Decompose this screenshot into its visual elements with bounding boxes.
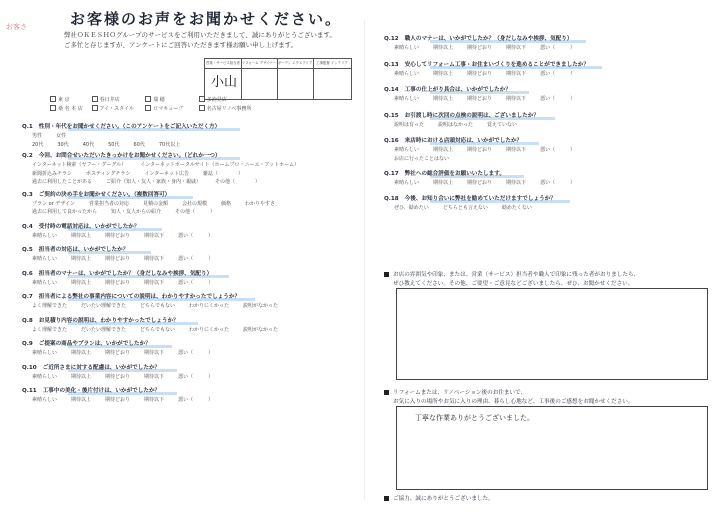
answer-option[interactable]: 悪い（ ） bbox=[178, 350, 214, 356]
answer-option[interactable]: 期待どおり bbox=[467, 180, 493, 186]
question-q1 bbox=[22, 122, 220, 130]
shop-row-2: 桑 名 本 店 アイ・スタイル ロマキューブ 名古屋リノベ事務所 bbox=[50, 105, 259, 112]
question-q18 bbox=[384, 194, 556, 202]
box2-prompt-2: お気に入りの場所やお気に入りの理由、暮らし心地など、工事後のご感想をお聞かせください。 bbox=[393, 399, 634, 405]
checkbox-icon[interactable] bbox=[50, 105, 56, 111]
question-number: Q.4 bbox=[22, 223, 33, 230]
answer-option[interactable]: 素晴らしい bbox=[32, 279, 58, 286]
answer-option[interactable]: 素晴らしい bbox=[394, 147, 420, 153]
answer-option[interactable]: その他（ ） bbox=[215, 179, 261, 185]
staff-header-sales: 営業・サービス担当者 bbox=[206, 61, 240, 65]
answer-option[interactable]: 期待以上 bbox=[433, 70, 454, 77]
question-text: 今後、お知り合いに弊社を勧めていただけますでしょうか？ bbox=[404, 195, 556, 202]
answer-option[interactable]: 40代 bbox=[82, 141, 95, 148]
answer-option[interactable]: 期待どおり bbox=[467, 45, 493, 51]
answer-option[interactable]: 説明はなかった bbox=[438, 121, 474, 128]
answer-option[interactable]: 20代 bbox=[32, 141, 44, 148]
option-row bbox=[32, 255, 227, 262]
answer-option[interactable]: 期待以上 bbox=[433, 45, 454, 51]
question-q17 bbox=[384, 169, 505, 177]
option-row bbox=[32, 200, 289, 207]
option-row bbox=[32, 232, 227, 239]
answer-option[interactable]: 期待どおり bbox=[467, 96, 493, 102]
option-row bbox=[394, 95, 589, 102]
answer-option[interactable]: 悪い（ ） bbox=[178, 256, 214, 262]
question-number: Q.12 bbox=[384, 36, 399, 42]
question-q5 bbox=[22, 245, 128, 253]
question-number: Q.6 bbox=[22, 270, 33, 277]
answer-option[interactable]: 素晴らしい bbox=[32, 256, 58, 262]
answer-option[interactable]: 期待どおり bbox=[467, 147, 493, 153]
question-text: ご提案の商品やプランは、いかがでしたか？ bbox=[38, 341, 151, 347]
shop-row-1: 東 京 春日井店 瑞 穂 多治見店 bbox=[50, 96, 259, 103]
answer-option[interactable]: 素晴らしい bbox=[32, 373, 58, 380]
answer-option[interactable]: 期待以上 bbox=[71, 256, 92, 262]
question-number: Q.15 bbox=[384, 112, 399, 119]
question-q2 bbox=[22, 151, 221, 159]
answer-option[interactable]: 素晴らしい bbox=[394, 96, 420, 102]
answer-option[interactable]: 期待以上 bbox=[71, 279, 92, 286]
question-text: ご契約の決め手をお聞かせください。（複数回答可） bbox=[38, 191, 171, 198]
answer-option[interactable]: 期待以下 bbox=[144, 279, 165, 286]
answer-option[interactable]: 新聞折込みチラシ bbox=[32, 170, 73, 177]
question-q8 bbox=[22, 316, 179, 324]
staff-table bbox=[204, 58, 352, 100]
question-text: 担当者の対応は、いかがでしたか？ bbox=[38, 247, 129, 253]
answer-option[interactable]: 説明がなかった bbox=[243, 326, 279, 333]
answer-option[interactable]: 期待どおり bbox=[105, 256, 131, 262]
box1-prompt-2: ぜひ教えてください。その他、ご要望・ご意見などございましたら、ぜひ、お聞かせください。 bbox=[393, 281, 634, 287]
answer-option[interactable]: 70代以上 bbox=[158, 141, 181, 148]
question-q13 bbox=[384, 60, 589, 68]
option-row bbox=[32, 373, 227, 380]
staff-header-supervisor: 工事監督 インテリア bbox=[316, 61, 348, 65]
question-number: Q.9 bbox=[22, 341, 33, 347]
question-number: Q.2 bbox=[22, 153, 33, 159]
intro-line-1: 弊社ＯＫＥＳＨＯグループのサービスをご利用いただきまして、誠にありがとうございます。 bbox=[64, 31, 336, 39]
option-row bbox=[394, 179, 589, 186]
question-q16 bbox=[384, 136, 522, 144]
answer-option[interactable]: 営業担当者の対応 bbox=[88, 200, 129, 207]
answer-option[interactable]: 60代 bbox=[133, 141, 145, 148]
box2-prompt: リフォームまたは、リノベーション後のお住まいで、 bbox=[384, 388, 526, 396]
answer-option[interactable]: 悪い（ ） bbox=[178, 232, 214, 239]
answer-option[interactable]: 期待どおり bbox=[105, 232, 131, 239]
answer-option[interactable]: 雑誌（ ） bbox=[202, 170, 243, 177]
comment-box-1[interactable] bbox=[396, 288, 708, 380]
option-row bbox=[394, 146, 589, 153]
question-text: 工事の仕上がり具合は、いかがでしたか？ bbox=[404, 87, 511, 93]
answer-option[interactable]: よく理解できた bbox=[32, 303, 68, 309]
checkbox-icon[interactable] bbox=[145, 105, 151, 111]
checkbox-icon[interactable] bbox=[92, 105, 98, 111]
option-row bbox=[394, 204, 546, 211]
question-text: お引渡し時に次回の点検の説明は、ございましたか？ bbox=[404, 112, 539, 119]
answer-option[interactable]: 覚えていない bbox=[487, 121, 518, 128]
question-text: 安心してリフォーム工事・お住まいづくりを進めることができましたか？ bbox=[404, 61, 589, 68]
answer-option[interactable]: 期待以下 bbox=[506, 96, 527, 102]
question-number: Q.10 bbox=[22, 364, 37, 371]
answer-option[interactable]: 見積の金額 bbox=[142, 200, 168, 207]
answer-option[interactable]: 期待以下 bbox=[506, 45, 527, 51]
answer-option[interactable]: 期待どおり bbox=[105, 373, 131, 380]
answer-option[interactable]: 期待以下 bbox=[144, 350, 165, 356]
answer-option[interactable]: 期待以上 bbox=[433, 96, 454, 102]
answer-option[interactable]: 期待どおり bbox=[105, 350, 131, 356]
question-text: 弊社への総合評価をお願いいたします。 bbox=[404, 171, 505, 177]
answer-option[interactable]: ぜひ、勧めたい bbox=[394, 204, 429, 211]
checkbox-icon[interactable] bbox=[199, 105, 205, 111]
answer-option[interactable]: 期待以下 bbox=[144, 232, 165, 239]
handwritten-comment: 丁寧な作業ありがとうございました。 bbox=[415, 414, 534, 422]
staff-header-designer: リフォーム デザイナー bbox=[241, 61, 277, 65]
survey-title: お客様のお声をお聞かせください。 bbox=[70, 10, 343, 28]
option-row bbox=[32, 326, 292, 333]
answer-option[interactable]: 期待以下 bbox=[144, 256, 165, 262]
option-row bbox=[32, 141, 194, 148]
question-q15 bbox=[384, 111, 539, 119]
checkbox-icon[interactable] bbox=[199, 96, 205, 102]
answer-option[interactable]: ご紹介（知人・友人・家族・身内・親戚） bbox=[106, 179, 202, 185]
answer-option[interactable]: 過去に利用したことがある bbox=[32, 179, 93, 185]
answer-option[interactable]: お店に行ったことはない bbox=[394, 155, 450, 162]
answer-option[interactable]: インターネット検索（ヤフー・グーグル） bbox=[32, 162, 127, 168]
answer-option[interactable]: ポスティングチラシ bbox=[86, 170, 131, 177]
question-q14 bbox=[384, 85, 511, 93]
question-text: お見積り内容の説明は、わかりやすかったでしょうか？ bbox=[38, 317, 179, 324]
question-q12 bbox=[384, 34, 573, 42]
answer-option[interactable]: 説明がなかった bbox=[243, 303, 279, 309]
answer-option[interactable]: どちらでもない bbox=[140, 326, 175, 333]
square-bullet-icon bbox=[384, 272, 389, 277]
question-number: Q.16 bbox=[384, 138, 399, 144]
question-number: Q.1 bbox=[22, 124, 33, 130]
option-row bbox=[32, 178, 274, 185]
answer-option[interactable]: 素晴らしい bbox=[32, 397, 58, 403]
answer-option[interactable]: 価格 bbox=[221, 200, 232, 207]
question-q4 bbox=[22, 222, 139, 230]
question-number: Q.8 bbox=[22, 317, 33, 324]
answer-option[interactable]: 会社の規模 bbox=[181, 200, 207, 207]
question-text: 職人のマナーは、いかがでしたか？（身だしなみや挨拶、気配り） bbox=[404, 36, 573, 42]
answer-option[interactable]: 素晴らしい bbox=[32, 232, 58, 239]
question-text: 今回、お問合せいただいたきっかけをお聞かせください。（どれか一つ） bbox=[38, 153, 221, 159]
option-row bbox=[394, 121, 531, 128]
answer-option[interactable]: インターネット広告 bbox=[144, 170, 189, 177]
answer-option[interactable]: 説明は有った bbox=[394, 121, 425, 128]
box1-prompt: お店の雰囲気や印象、または、営業（サービス）担当者や職人で印象に残った者がおりましたら、 bbox=[384, 270, 639, 278]
answer-option[interactable]: 50代 bbox=[108, 141, 120, 148]
question-text: 性別・年代をお聞かせください。（このアンケートをご記入いただく方） bbox=[38, 124, 221, 130]
question-number: Q.7 bbox=[22, 294, 33, 300]
answer-option[interactable]: 悪い（ ） bbox=[178, 279, 214, 286]
intro-line-2: ご多忙と存じますが、アンケートにご回答いただきます様お願い申し上げます。 bbox=[64, 41, 298, 49]
answer-option[interactable]: 期待以上 bbox=[433, 180, 454, 186]
answer-option[interactable]: 素晴らしい bbox=[394, 45, 420, 51]
option-row bbox=[32, 279, 227, 286]
answer-option[interactable]: だいたい理解できた bbox=[81, 303, 127, 309]
question-text: 担当者のマナーは、いかがでしたか？（身だしなみや挨拶、気配り） bbox=[38, 270, 213, 277]
answer-option[interactable]: 期待以上 bbox=[71, 373, 92, 380]
option-row bbox=[32, 396, 227, 403]
answer-option[interactable]: 知人・友人からの紹介 bbox=[111, 209, 162, 215]
question-q6 bbox=[22, 269, 212, 277]
answer-option[interactable]: 素晴らしい bbox=[394, 180, 420, 186]
question-text: 担当者による弊社の事業内容についての説明は、わかりやすかったでしょうか？ bbox=[38, 294, 241, 300]
square-bullet-icon bbox=[384, 390, 389, 395]
question-number: Q.17 bbox=[384, 171, 399, 177]
answer-option[interactable]: 期待以上 bbox=[71, 232, 92, 239]
checkbox-icon[interactable] bbox=[50, 96, 56, 102]
answer-option[interactable]: 素晴らしい bbox=[394, 70, 420, 77]
square-bullet-icon bbox=[384, 496, 389, 501]
footer-thanks: ご協力、誠にありがとうございました。 bbox=[384, 494, 494, 502]
question-q11 bbox=[22, 386, 160, 394]
answer-option[interactable]: 素晴らしい bbox=[32, 350, 58, 356]
answer-option[interactable]: プラン or デザイン bbox=[32, 200, 75, 207]
option-row bbox=[394, 44, 589, 51]
answer-option[interactable]: 悪い（ ） bbox=[540, 180, 576, 186]
answer-option[interactable]: 30代 bbox=[57, 141, 69, 148]
answer-option[interactable]: インターネットポータルサイト（ホームプロ・ニーエ・アットホーム） bbox=[140, 162, 300, 168]
column-divider bbox=[364, 20, 365, 500]
question-number: Q.18 bbox=[384, 195, 399, 202]
answer-option[interactable]: 悪い（ ） bbox=[540, 96, 576, 102]
option-row bbox=[32, 132, 80, 139]
question-number: Q.5 bbox=[22, 247, 33, 253]
answer-option[interactable]: 悪い（ ） bbox=[178, 397, 214, 403]
answer-option[interactable]: 過去に利用して良かったから bbox=[32, 209, 98, 215]
question-text: ご近所さまに対する配慮は、いかがでしたか？ bbox=[42, 364, 161, 371]
answer-option[interactable]: 期待以下 bbox=[506, 147, 527, 153]
answer-option[interactable]: 勧めたくない bbox=[501, 204, 532, 211]
answer-option[interactable]: 期待どおり bbox=[105, 279, 131, 286]
answer-option[interactable]: 悪い（ ） bbox=[540, 45, 576, 51]
answer-option[interactable]: 期待以上 bbox=[71, 350, 92, 356]
answer-option[interactable]: 女性 bbox=[56, 133, 67, 139]
answer-option[interactable]: わかりやすさ bbox=[245, 200, 276, 207]
question-q9 bbox=[22, 339, 151, 347]
answer-option[interactable]: だいたい理解できた bbox=[81, 326, 127, 333]
option-row bbox=[32, 349, 227, 356]
question-q7 bbox=[22, 292, 240, 300]
answer-option[interactable]: どちらでもない bbox=[140, 303, 175, 309]
checkbox-icon[interactable] bbox=[145, 96, 151, 102]
answer-option[interactable]: 期待以上 bbox=[71, 397, 92, 403]
question-number: Q.13 bbox=[384, 61, 399, 68]
answer-option[interactable]: 期待どおり bbox=[467, 70, 493, 77]
staff-header-garden: ガーデン エクステリア bbox=[277, 61, 313, 65]
answer-option[interactable]: その他（ ） bbox=[175, 209, 216, 215]
option-row bbox=[32, 170, 257, 177]
option-row bbox=[32, 302, 292, 309]
answer-option[interactable]: わかりにくかった bbox=[188, 326, 229, 333]
question-text: 受付時の電話対応は、いかがでしたか？ bbox=[38, 223, 140, 230]
question-q3 bbox=[22, 190, 170, 198]
comment-box-2[interactable] bbox=[396, 406, 708, 490]
option-row bbox=[32, 208, 229, 215]
answer-option[interactable]: 期待以下 bbox=[144, 397, 165, 403]
answer-option[interactable]: 期待以下 bbox=[144, 373, 165, 380]
question-q10 bbox=[22, 363, 160, 371]
question-text: 来店時における店頭対応は、いかがでしたか？ bbox=[404, 138, 523, 144]
checkbox-icon[interactable] bbox=[92, 96, 98, 102]
answer-option[interactable]: 悪い（ ） bbox=[178, 373, 214, 380]
question-number: Q.11 bbox=[22, 388, 37, 394]
option-row bbox=[394, 155, 463, 162]
question-number: Q.3 bbox=[22, 191, 33, 198]
answer-option[interactable]: よく理解できた bbox=[32, 326, 68, 333]
option-row bbox=[32, 161, 313, 168]
staff-name-handwritten: 小山 bbox=[211, 75, 238, 90]
answer-option[interactable]: 期待どおり bbox=[105, 397, 131, 403]
answer-option[interactable]: 悪い（ ） bbox=[540, 147, 576, 153]
question-text: 工事中の美化・後片付けは、いかがでしたか？ bbox=[42, 388, 161, 394]
option-row bbox=[394, 70, 589, 77]
answer-option[interactable]: どちらとも言えない bbox=[442, 204, 488, 211]
answer-option[interactable]: 期待以上 bbox=[433, 147, 454, 153]
corner-mark: お客さ bbox=[6, 23, 27, 31]
answer-option[interactable]: 男性 bbox=[32, 133, 43, 139]
answer-option[interactable]: 悪い（ ） bbox=[540, 70, 576, 77]
answer-option[interactable]: 期待以下 bbox=[506, 180, 527, 186]
answer-option[interactable]: 期待以下 bbox=[506, 70, 527, 77]
answer-option[interactable]: わかりにくかった bbox=[188, 303, 229, 309]
question-number: Q.14 bbox=[384, 87, 399, 93]
